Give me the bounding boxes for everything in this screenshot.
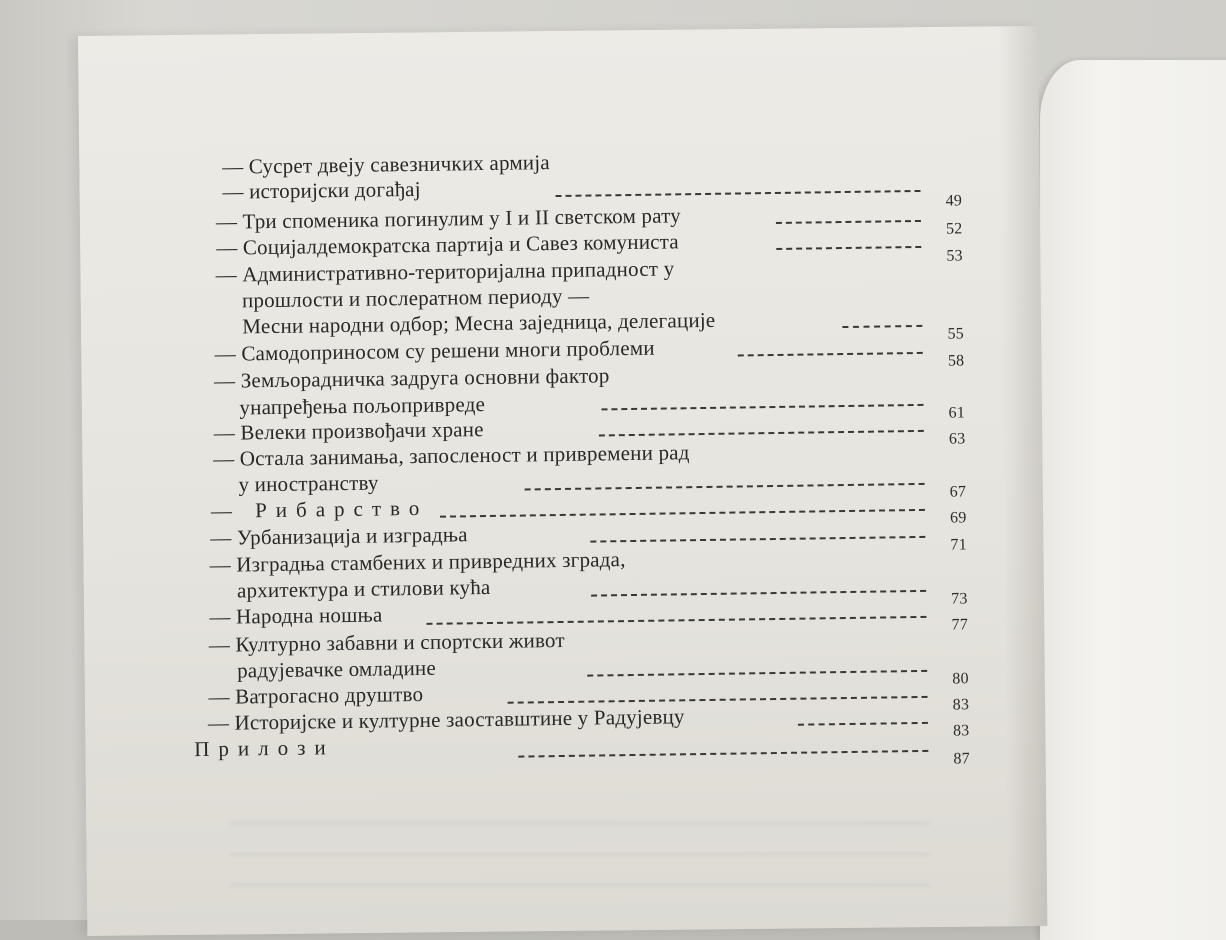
toc-page-number: 52 [945,220,963,238]
dot-leader [525,483,925,491]
dot-leader [798,722,928,726]
toc-page-number: 58 [947,352,965,370]
dot-leader [508,696,928,704]
toc-page-number: 61 [948,404,966,422]
dot-leader [599,430,924,437]
toc-entry-text: — Историјске и културне заоставштине у Радујевцу [207,704,685,735]
toc-page-number: 49 [945,192,963,210]
toc-entry-text: — Велеки произвођачи хране [213,417,484,445]
dot-leader [776,246,921,250]
toc-page-number: 71 [950,536,967,554]
dot-leader [587,670,927,677]
toc-entry-text: — Рибарство [210,495,429,523]
dot-leader [556,190,921,197]
toc-entry-text: — Изградња стамбених и привредних зграда, [209,547,626,577]
toc-page-number: 63 [948,430,966,448]
toc-page-number: 77 [951,616,969,634]
toc-entry-text: радујевачке омладине [236,655,437,683]
toc-page-number: 53 [946,247,963,265]
toc-entry-text: прошлости и послератном периоду — [241,283,590,313]
toc-entry-text: — Социјалдемократска партија и Савез комуниста [216,229,680,260]
toc-entry-text: — Народна ношња [209,602,383,629]
toc-entry-text: архитектура и стилови кућа [236,574,491,603]
toc-entry-text: — Сусрет двеју савезничких армија [221,150,550,179]
toc-page-number: 83 [952,722,970,740]
toc-entry-text: — историјски догађај [222,176,421,204]
toc-entry-text: — Три споменика погинулим у I и II светском рату [215,203,682,234]
toc-page-number: 87 [953,750,970,768]
dot-leader [776,220,921,224]
dot-leader [590,536,925,543]
toc-entry-text: у иностранству [238,470,379,497]
dot-leader [602,404,924,410]
toc-page-number: 73 [951,590,968,608]
toc-entry-text: — Урбанизација и изградња [210,522,468,550]
toc-entry-text: — Културно забавни и спортски живот [208,627,565,657]
toc-entry-text: — Административно-територијална припадност у [215,256,675,287]
toc-page-number: 83 [952,696,970,714]
toc-entry [0,0,1224,210]
toc-entry-text: Прилози [194,735,335,762]
toc-entry-text: — Самодоприносом су решени многи проблеми [214,335,655,366]
dot-leader [738,352,923,357]
dot-leader [518,750,928,758]
toc-entry-text: унапређења пољопривреде [239,392,486,420]
dot-leader [426,616,926,625]
toc-entry-text: — Ватрогасно друштво [208,681,424,709]
dot-leader [591,590,926,597]
dot-leader [842,325,922,328]
dot-leader [440,509,925,518]
toc-page-number: 67 [949,483,967,501]
toc-entry-text: Месни народни одбор; Месна заједница, делегације [242,307,716,339]
toc-entry-text: — Остала занимања, запосленост и привремени рад [213,440,690,471]
toc-entry-text: — Земљорадничка задруга основни фактор [213,363,610,393]
toc-page-number: 80 [952,670,969,688]
toc-page-number: 69 [949,509,967,527]
toc-page-number: 55 [947,325,965,343]
